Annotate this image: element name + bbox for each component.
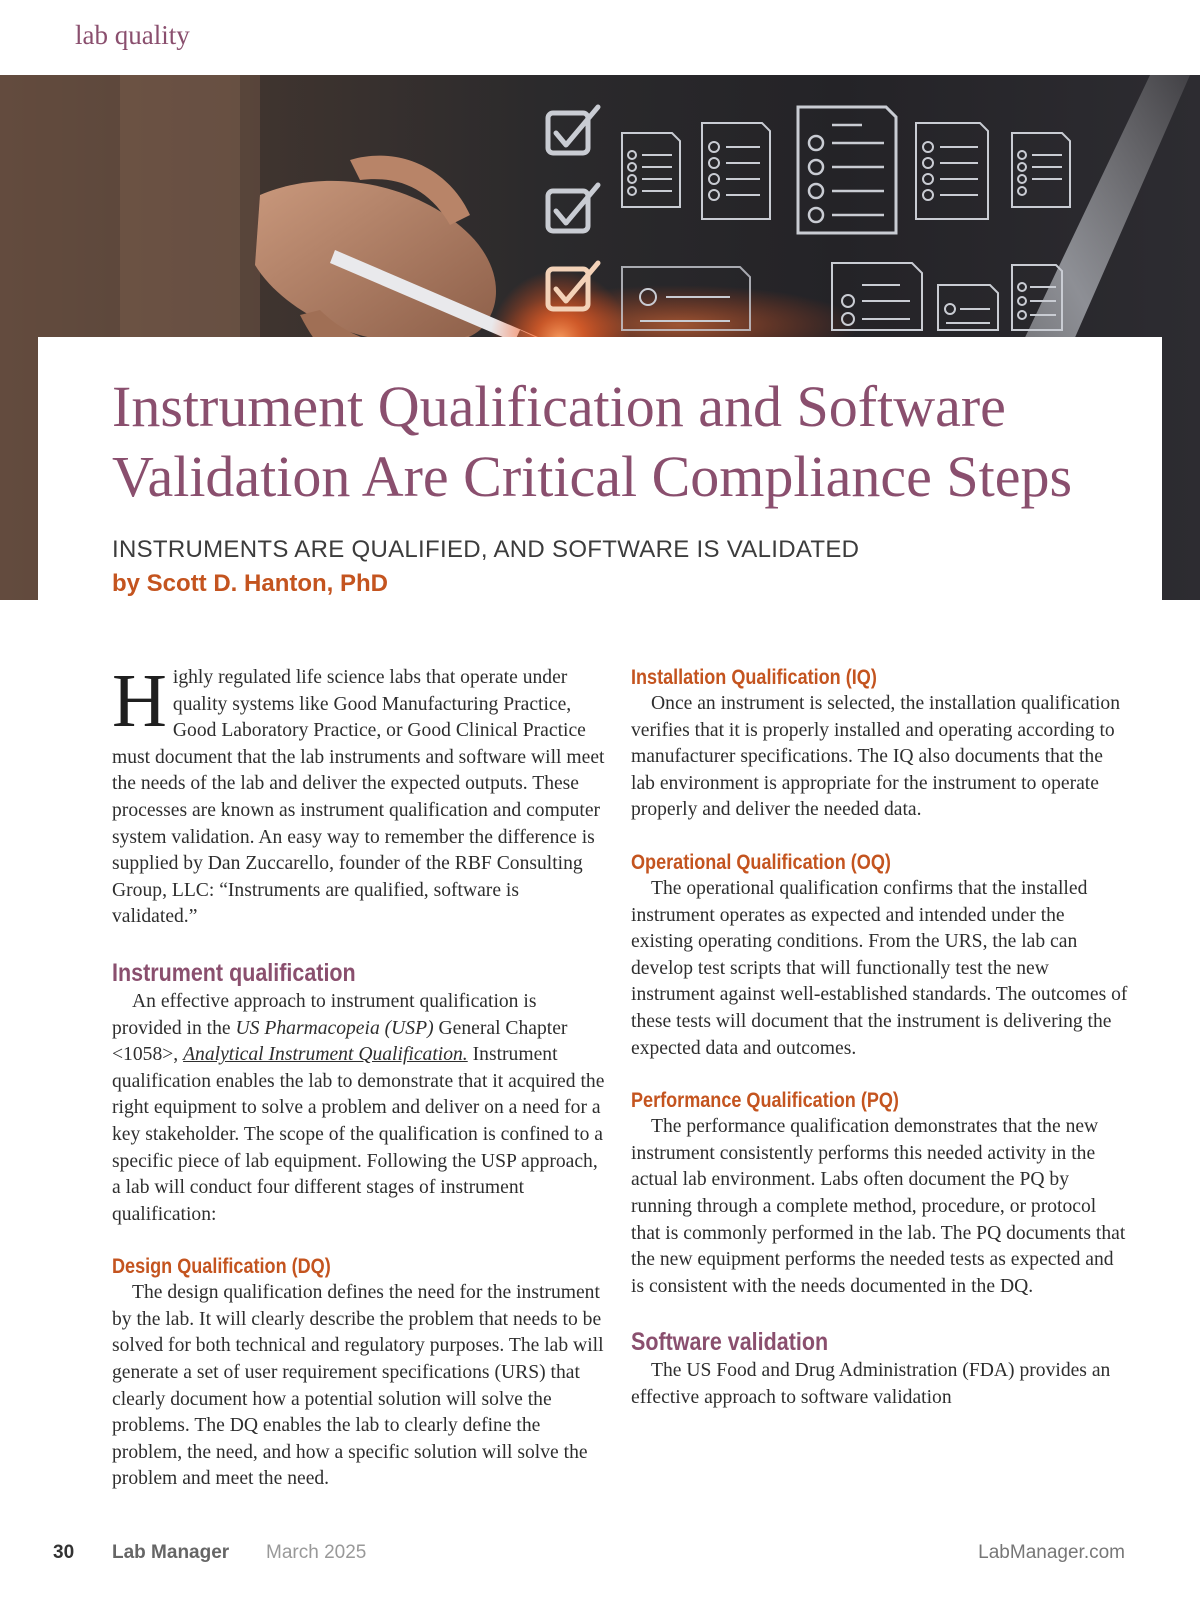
article-title-line-2: Validation Are Critical Compliance Steps xyxy=(112,444,1073,509)
heading-installation-qualification: Installation Qualification (IQ) xyxy=(631,666,877,689)
page-footer xyxy=(0,1542,1200,1572)
article-title xyxy=(112,372,1112,512)
design-qualification-paragraph: The design qualification defines the need for the instrument by the lab. It will clearly describe the problem that needs to be solved for both technical and regulatory purposes. The lab will generate a set of user requirement specifications (URS) that clearly document how a potential solution will solve the problems. The DQ enables the lab to clearly define the problem, the need, and how a specific solution will solve the problem and meet the need. xyxy=(112,1282,604,1490)
heading-performance-qualification: Performance Qualification (PQ) xyxy=(631,1089,899,1113)
right-column xyxy=(631,665,1128,1411)
instrument-qualification-paragraph xyxy=(112,989,609,1228)
article-title-line-1: Instrument Qualification and Software xyxy=(112,374,1006,439)
iq-usp-citation: US Pharmacopeia (USP) xyxy=(235,1017,434,1039)
drop-cap: H xyxy=(112,659,167,743)
heading-design-qualification: Design Qualification (DQ) xyxy=(112,1255,331,1279)
article-subtitle: INSTRUMENTS ARE QUALIFIED, AND SOFTWARE IS VALIDATED xyxy=(112,536,860,563)
heading-instrument-qualification: Instrument qualification xyxy=(112,958,356,987)
software-validation-paragraph: The US Food and Drug Administration (FDA) provides an effective approach to software validation xyxy=(631,1360,1111,1408)
iq-chapter-title: Analytical Instrument Qualification. xyxy=(183,1044,468,1066)
operational-qualification-paragraph: The operational qualification confirms that the installed instrument operates as expected and intended under the existing operating conditions. From the URS, the lab can develop test scripts that will functionally test the new instrument against well-established standards. The outcomes of these tests will document that the instrument is delivering the expected data and outcomes. xyxy=(631,877,1128,1059)
performance-qualification-paragraph: The performance qualification demonstrates that the new instrument consistently performs this needed activity in the actual lab environment. Labs often document the PQ by running through a complete method, procedure, or protocol that is commonly performed in the lab. The PQ documents that the new equipment performs the needed tests as expected and is consistent with the needs documented in the DQ. xyxy=(631,1116,1126,1297)
iq-text-end: Instrument qualification enables the lab to demonstrate that it acquired the right equipment to solve a problem and deliver on a need for a key stakeholder. The scope of the qualification is confined to a specific piece of lab equipment. Following the USP approach, a lab will conduct four different stages of instrument qualification: xyxy=(112,1044,605,1225)
installation-qualification-paragraph: Once an instrument is selected, the installation qualification verifies that it is properly installed and operating according to manufacturer specifications. The IQ also documents that the lab environment is appropriate for the instrument to operate properly and deliver the needed data. xyxy=(631,693,1121,821)
section-label: lab quality xyxy=(75,20,190,50)
magazine-name: Lab Manager xyxy=(112,1542,230,1563)
iq-text-mid: General Chapter <1058>, xyxy=(112,1017,568,1066)
iq-text-start: An effective approach to instrument qualification is provided in the xyxy=(112,990,537,1039)
website-link[interactable]: LabManager.com xyxy=(978,1542,1125,1563)
article-byline: by Scott D. Hanton, PhD xyxy=(112,570,388,597)
issue-date: March 2025 xyxy=(266,1542,367,1563)
heading-software-validation: Software validation xyxy=(631,1328,829,1357)
heading-operational-qualification: Operational Qualification (OQ) xyxy=(631,850,891,874)
left-column xyxy=(112,659,609,1493)
page-number: 30 xyxy=(53,1542,75,1563)
intro-text: ighly regulated life science labs that operate under quality systems like Good Manufacturing Practice, Good Laboratory Practice, or Good Clinical Practice must document that the lab instruments and software will meet the needs of the lab and deliver the expected outputs. These processes are known as instrument qualification and computer system validation. An easy way to remember the difference is supplied by Dan Zuccarello, founder of the RBF Consulting Group, LLC: “Instruments are qualified, software is validated.” xyxy=(112,667,605,928)
intro-paragraph xyxy=(112,659,609,931)
